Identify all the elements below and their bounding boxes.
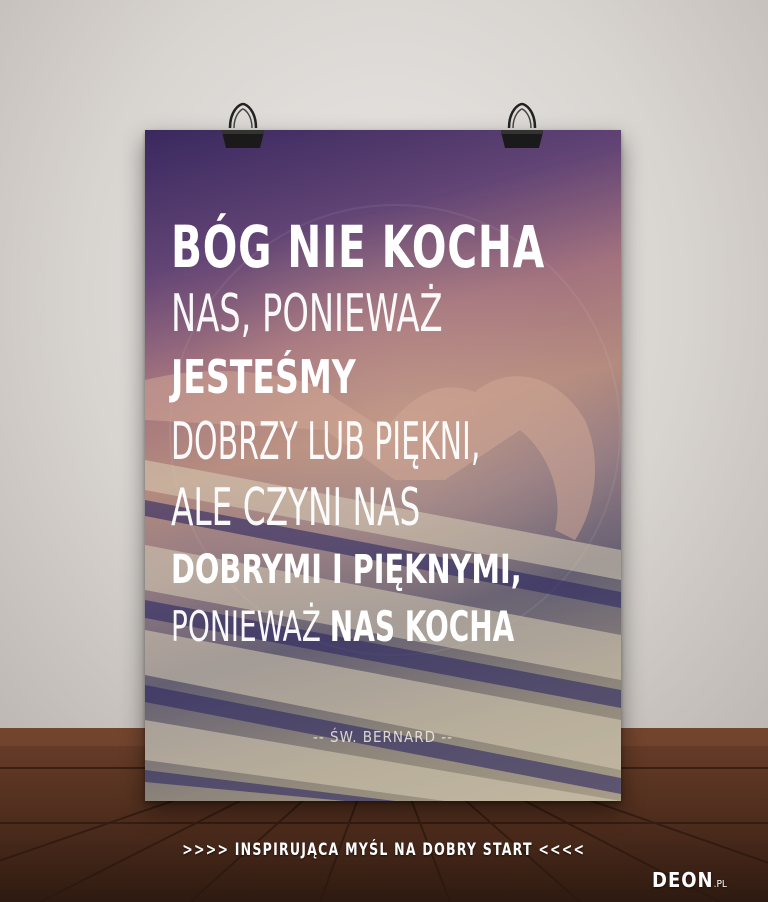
quote-line-3: JESTEŚMY	[171, 350, 356, 404]
quote-line-1: BÓG NIE KOCHA	[171, 213, 546, 281]
quote-text	[171, 213, 611, 651]
quote-line-4: DOBRZY LUB PIĘKNI,	[171, 412, 481, 472]
binder-clip-right-icon	[499, 102, 545, 152]
deon-logo	[652, 868, 727, 892]
quote-author: -- ŚW. BERNARD --	[312, 728, 454, 746]
quote-line-7-bold: NAS KOCHA	[329, 602, 515, 651]
quote-line-6: DOBRYMI I PIĘKNYMI,	[171, 547, 522, 593]
logo-main: DEON	[652, 868, 714, 892]
caption	[0, 840, 768, 860]
quote-line-2: NAS, PONIEWAŻ	[171, 284, 443, 344]
quote-line-7-thin: PONIEWAŻ	[171, 602, 321, 651]
poster	[145, 130, 621, 801]
quote-line-5: ALE CZYNI NAS	[171, 478, 421, 538]
binder-clip-left-icon	[220, 102, 266, 152]
caption-text: >>>> INSPIRUJĄCA MYŚL NA DOBRY START <<<<	[182, 840, 586, 860]
quote-line-7	[171, 602, 515, 651]
logo-suffix: .PL	[713, 879, 727, 890]
